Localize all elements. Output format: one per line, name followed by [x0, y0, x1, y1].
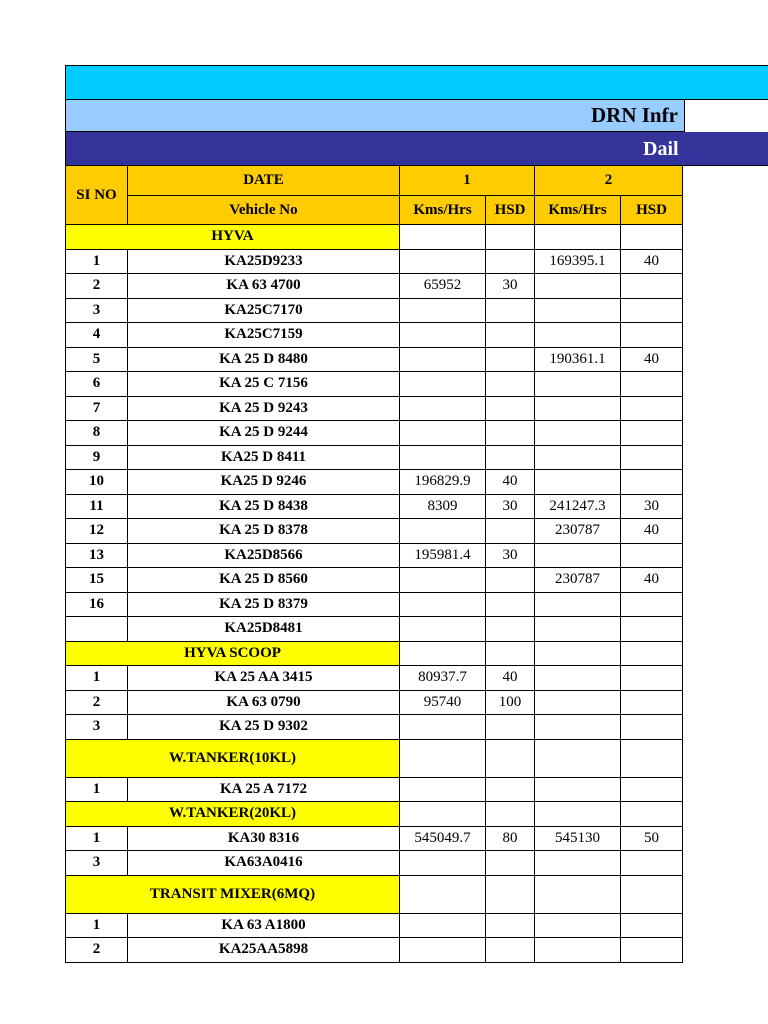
- hsd-day2-cell: [621, 715, 683, 740]
- section-label: TRANSIT MIXER(6MQ): [66, 875, 400, 913]
- hsd-day1-cell: 30: [486, 543, 535, 568]
- sheet-subtitle: Dail: [643, 138, 679, 160]
- kms-day2-cell: [535, 470, 621, 495]
- kms-day2-cell: 169395.1: [535, 249, 621, 274]
- hsd-day1-cell: [486, 347, 535, 372]
- table-row: [66, 938, 683, 963]
- kms-day2-cell: 241247.3: [535, 494, 621, 519]
- table-row: [66, 347, 683, 372]
- empty-cell: [486, 739, 535, 777]
- hsd-day1-cell: [486, 938, 535, 963]
- empty-cell: [486, 802, 535, 827]
- vehicle-no-cell: KA 25 C 7156: [128, 372, 400, 397]
- section-label: HYVA SCOOP: [66, 641, 400, 666]
- vehicle-no-cell: KA 25 D 9302: [128, 715, 400, 740]
- sl-no-cell: 11: [66, 494, 128, 519]
- kms-day2-cell: 190361.1: [535, 347, 621, 372]
- empty-cell: [535, 739, 621, 777]
- section-row: [66, 875, 683, 913]
- hsd-day2-cell: [621, 421, 683, 446]
- kms-day2-cell: [535, 543, 621, 568]
- empty-cell: [621, 225, 683, 250]
- hsd-day2-cell: 30: [621, 494, 683, 519]
- table-row: [66, 568, 683, 593]
- empty-cell: [535, 802, 621, 827]
- table-row: [66, 617, 683, 642]
- vehicle-fuel-table: [65, 165, 683, 963]
- hsd-day1-cell: [486, 396, 535, 421]
- sl-no-cell: 4: [66, 323, 128, 348]
- kms-day2-cell: [535, 396, 621, 421]
- kms-day2-cell: [535, 421, 621, 446]
- empty-cell: [400, 802, 486, 827]
- hsd-day2-cell: 50: [621, 826, 683, 851]
- hsd-day2-cell: 40: [621, 519, 683, 544]
- empty-cell: [621, 802, 683, 827]
- hsd-day1-cell: [486, 617, 535, 642]
- kms-day2-cell: [535, 323, 621, 348]
- sl-no-cell: 2: [66, 690, 128, 715]
- kms-day1-cell: [400, 519, 486, 544]
- vehicle-no-cell: KA 63 A1800: [128, 913, 400, 938]
- empty-cell: [621, 875, 683, 913]
- table-row: [66, 421, 683, 446]
- table-row: [66, 777, 683, 802]
- hsd-day1-cell: [486, 249, 535, 274]
- kms-day1-cell: [400, 592, 486, 617]
- hsd-day1-cell: [486, 323, 535, 348]
- section-label: W.TANKER(20KL): [66, 802, 400, 827]
- vehicle-no-cell: KA25AA5898: [128, 938, 400, 963]
- vehicle-no-cell: KA25 D 9246: [128, 470, 400, 495]
- vehicle-no-cell: KA25D8481: [128, 617, 400, 642]
- hsd-day2-cell: 40: [621, 249, 683, 274]
- hsd-day2-cell: [621, 274, 683, 299]
- vehicle-no-cell: KA25C7170: [128, 298, 400, 323]
- kms-day2-cell: [535, 690, 621, 715]
- table-row: [66, 323, 683, 348]
- kms-day2-cell: 230787: [535, 568, 621, 593]
- empty-cell: [486, 225, 535, 250]
- empty-cell: [621, 641, 683, 666]
- sl-no-cell: 6: [66, 372, 128, 397]
- hsd-day1-cell: [486, 519, 535, 544]
- vehicle-no-cell: KA 25 D 8378: [128, 519, 400, 544]
- sl-no-cell: 3: [66, 715, 128, 740]
- hsd-day2-cell: [621, 617, 683, 642]
- kms-day2-cell: [535, 938, 621, 963]
- hsd-day2-cell: [621, 666, 683, 691]
- vehicle-no-cell: KA 25 D 8480: [128, 347, 400, 372]
- kms-day2-cell: 230787: [535, 519, 621, 544]
- hsd-day1-cell: [486, 372, 535, 397]
- kms-day1-cell: [400, 396, 486, 421]
- table-row: [66, 851, 683, 876]
- vehicle-no-cell: KA25 D 8411: [128, 445, 400, 470]
- vehicle-no-cell: KA 25 D 9244: [128, 421, 400, 446]
- hsd-day2-cell: 40: [621, 568, 683, 593]
- kms-day1-cell: [400, 445, 486, 470]
- vehicle-no-cell: KA25D8566: [128, 543, 400, 568]
- sl-no-cell: 1: [66, 249, 128, 274]
- kms-day2-cell: [535, 666, 621, 691]
- hsd-day2-cell: [621, 470, 683, 495]
- kms-day1-cell: [400, 851, 486, 876]
- vehicle-no-cell: KA 25 D 8438: [128, 494, 400, 519]
- hsd-day1-cell: 30: [486, 494, 535, 519]
- hsd-day1-cell: 80: [486, 826, 535, 851]
- hsd-day2-cell: [621, 543, 683, 568]
- kms-day1-cell: [400, 323, 486, 348]
- table-row: [66, 396, 683, 421]
- kms-day1-cell: 65952: [400, 274, 486, 299]
- hsd-day2-cell: [621, 445, 683, 470]
- hsd-day2-cell: [621, 938, 683, 963]
- vehicle-no-cell: KA 25 D 8379: [128, 592, 400, 617]
- vehicle-no-cell: KA 25 D 9243: [128, 396, 400, 421]
- sl-no-cell: 3: [66, 298, 128, 323]
- table-row: [66, 298, 683, 323]
- sl-no-header: SI NO: [66, 166, 128, 225]
- table-row: [66, 690, 683, 715]
- table-row: [66, 543, 683, 568]
- hsd-header-day1: HSD: [486, 196, 535, 225]
- kms-day2-cell: [535, 274, 621, 299]
- empty-cell: [486, 641, 535, 666]
- hsd-day2-cell: [621, 592, 683, 617]
- kms-day1-cell: [400, 913, 486, 938]
- kms-day1-cell: [400, 938, 486, 963]
- table-row: [66, 913, 683, 938]
- kms-day1-cell: [400, 298, 486, 323]
- kms-day1-cell: [400, 347, 486, 372]
- kms-day1-cell: 196829.9: [400, 470, 486, 495]
- empty-cell: [400, 875, 486, 913]
- kms-header-day1: Kms/Hrs: [400, 196, 486, 225]
- hsd-day2-cell: [621, 323, 683, 348]
- table-row: [66, 494, 683, 519]
- table-row: [66, 274, 683, 299]
- hsd-day2-cell: [621, 372, 683, 397]
- hsd-day1-cell: [486, 913, 535, 938]
- table-row: [66, 470, 683, 495]
- kms-header-day2: Kms/Hrs: [535, 196, 621, 225]
- day-1-header: 1: [400, 166, 535, 196]
- date-header: DATE: [128, 166, 400, 196]
- kms-day2-cell: [535, 715, 621, 740]
- table-row: [66, 826, 683, 851]
- empty-cell: [486, 875, 535, 913]
- hsd-day1-cell: [486, 568, 535, 593]
- empty-cell: [400, 225, 486, 250]
- section-row: [66, 225, 683, 250]
- sheet-title: DRN Infr: [591, 103, 678, 127]
- hsd-day1-cell: [486, 421, 535, 446]
- sl-no-cell: 10: [66, 470, 128, 495]
- hsd-day1-cell: [486, 445, 535, 470]
- kms-day1-cell: 545049.7: [400, 826, 486, 851]
- table-row: [66, 592, 683, 617]
- empty-cell: [535, 875, 621, 913]
- hsd-day1-cell: [486, 715, 535, 740]
- header-band-cyan: [65, 65, 768, 100]
- section-label: HYVA: [66, 225, 400, 250]
- vehicle-no-cell: KA 63 4700: [128, 274, 400, 299]
- kms-day2-cell: [535, 298, 621, 323]
- empty-cell: [621, 739, 683, 777]
- hsd-day2-cell: [621, 690, 683, 715]
- kms-day1-cell: [400, 568, 486, 593]
- hsd-day2-cell: [621, 396, 683, 421]
- hsd-day2-cell: [621, 851, 683, 876]
- vehicle-no-cell: KA 25 AA 3415: [128, 666, 400, 691]
- kms-day2-cell: 545130: [535, 826, 621, 851]
- hsd-header-day2: HSD: [621, 196, 683, 225]
- kms-day1-cell: [400, 715, 486, 740]
- sl-no-cell: 2: [66, 938, 128, 963]
- vehicle-no-cell: KA25D9233: [128, 249, 400, 274]
- kms-day2-cell: [535, 913, 621, 938]
- kms-day1-cell: [400, 421, 486, 446]
- empty-cell: [400, 641, 486, 666]
- empty-cell: [535, 225, 621, 250]
- kms-day1-cell: [400, 249, 486, 274]
- sl-no-cell: [66, 617, 128, 642]
- hsd-day2-cell: [621, 913, 683, 938]
- vehicle-no-cell: KA63A0416: [128, 851, 400, 876]
- sl-no-cell: 1: [66, 913, 128, 938]
- kms-day1-cell: [400, 372, 486, 397]
- table-row: [66, 666, 683, 691]
- section-row: [66, 739, 683, 777]
- hsd-day2-cell: 40: [621, 347, 683, 372]
- kms-day2-cell: [535, 617, 621, 642]
- vehicle-no-cell: KA25C7159: [128, 323, 400, 348]
- kms-day2-cell: [535, 445, 621, 470]
- empty-cell: [400, 739, 486, 777]
- sl-no-cell: 8: [66, 421, 128, 446]
- sl-no-cell: 1: [66, 666, 128, 691]
- hsd-day1-cell: [486, 851, 535, 876]
- hsd-day1-cell: [486, 592, 535, 617]
- sl-no-cell: 7: [66, 396, 128, 421]
- sl-no-cell: 15: [66, 568, 128, 593]
- vehicle-no-cell: KA 25 D 8560: [128, 568, 400, 593]
- table-row: [66, 249, 683, 274]
- section-row: [66, 802, 683, 827]
- hsd-day1-cell: [486, 777, 535, 802]
- hsd-day1-cell: 30: [486, 274, 535, 299]
- kms-day1-cell: 195981.4: [400, 543, 486, 568]
- vehicle-no-cell: KA30 8316: [128, 826, 400, 851]
- kms-day2-cell: [535, 851, 621, 876]
- vehicle-no-cell: KA 25 A 7172: [128, 777, 400, 802]
- vehicle-no-header: Vehicle No: [128, 196, 400, 225]
- vehicle-no-cell: KA 63 0790: [128, 690, 400, 715]
- hsd-day2-cell: [621, 777, 683, 802]
- hsd-day1-cell: 40: [486, 666, 535, 691]
- kms-day1-cell: 95740: [400, 690, 486, 715]
- sl-no-cell: 9: [66, 445, 128, 470]
- kms-day2-cell: [535, 592, 621, 617]
- sl-no-cell: 3: [66, 851, 128, 876]
- sl-no-cell: 16: [66, 592, 128, 617]
- kms-day1-cell: [400, 617, 486, 642]
- hsd-day2-cell: [621, 298, 683, 323]
- kms-day2-cell: [535, 372, 621, 397]
- table-row: [66, 372, 683, 397]
- kms-day2-cell: [535, 777, 621, 802]
- sl-no-cell: 2: [66, 274, 128, 299]
- kms-day1-cell: [400, 777, 486, 802]
- table-row: [66, 445, 683, 470]
- kms-day1-cell: 8309: [400, 494, 486, 519]
- section-label: W.TANKER(10KL): [66, 739, 400, 777]
- sl-no-cell: 12: [66, 519, 128, 544]
- hsd-day1-cell: 40: [486, 470, 535, 495]
- table-row: [66, 715, 683, 740]
- table-row: [66, 519, 683, 544]
- sl-no-cell: 5: [66, 347, 128, 372]
- day-2-header: 2: [535, 166, 683, 196]
- kms-day1-cell: 80937.7: [400, 666, 486, 691]
- hsd-day1-cell: [486, 298, 535, 323]
- empty-cell: [535, 641, 621, 666]
- sl-no-cell: 13: [66, 543, 128, 568]
- section-row: [66, 641, 683, 666]
- sl-no-cell: 1: [66, 777, 128, 802]
- hsd-day1-cell: 100: [486, 690, 535, 715]
- sl-no-cell: 1: [66, 826, 128, 851]
